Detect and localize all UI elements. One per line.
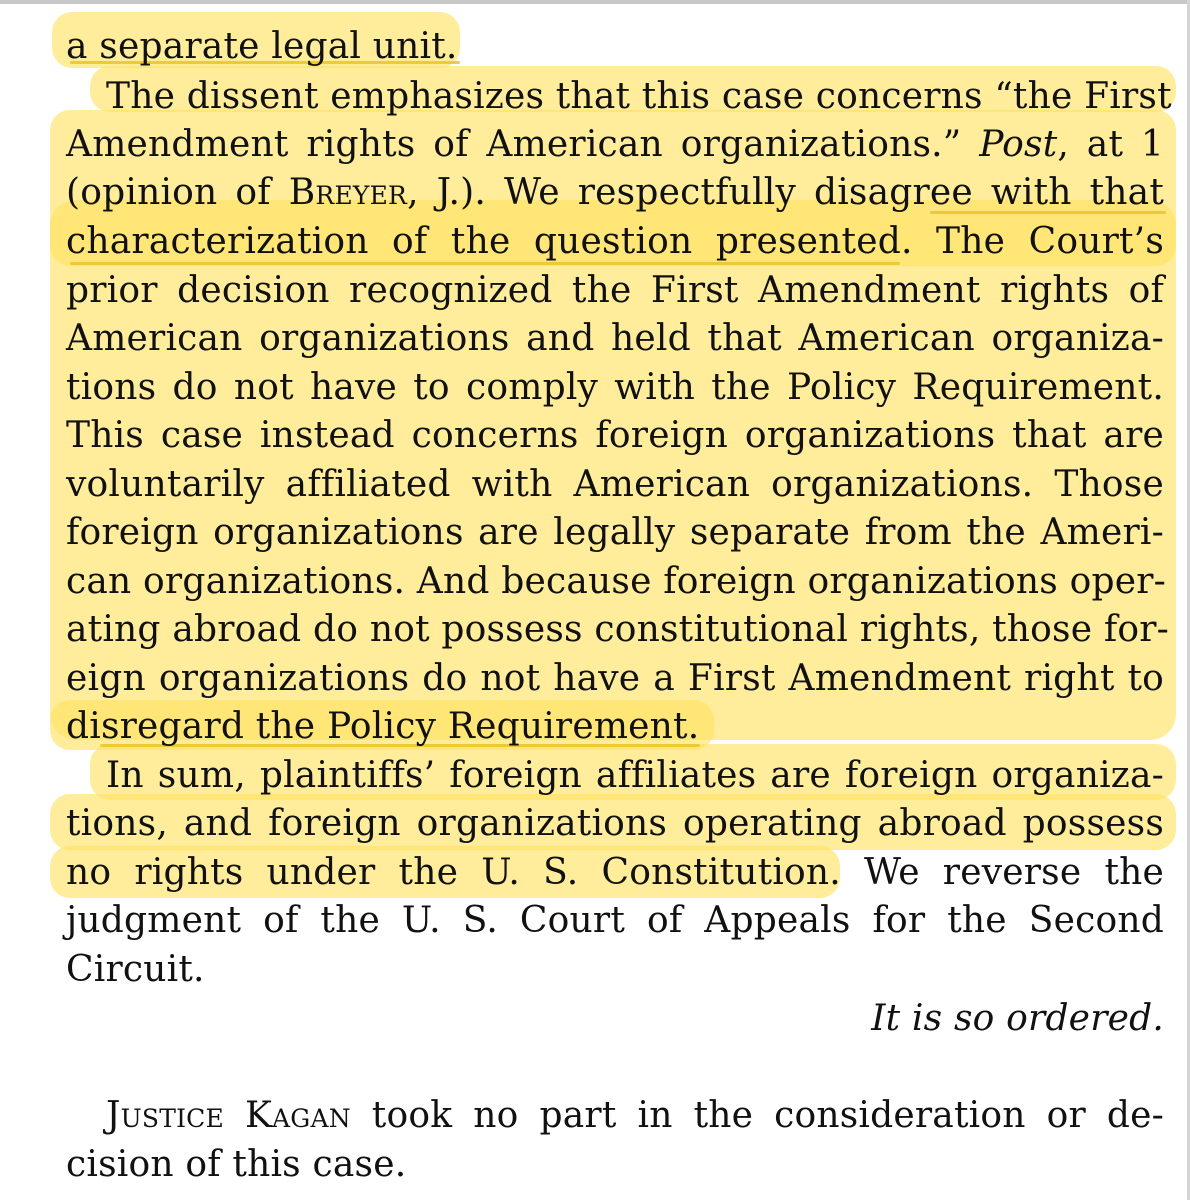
- justice-name-kagan: Justice Kagan: [106, 1095, 351, 1136]
- text-line-10: voluntarily affiliated with American organizations. Those: [66, 464, 1164, 505]
- text-line-8: tions do not have to comply with the Policy Requirement.: [66, 367, 1164, 408]
- text-line-17: tions, and foreign organizations operating abroad possess: [66, 803, 1164, 844]
- text-line-12: can organizations. And because foreign organizations oper-: [66, 561, 1167, 602]
- text-line-1: a separate legal unit.: [66, 26, 458, 67]
- text-line-7: American organizations and held that American organiza-: [66, 318, 1164, 359]
- text-line-14: eign organizations do not have a First Amendment right to: [66, 658, 1164, 699]
- text-line-3: Amendment rights of American organizations.” Post, at 1: [66, 124, 1164, 165]
- justice-name-breyer: Breyer: [288, 172, 408, 213]
- text-line-19: judgment of the U. S. Court of Appeals for the Second: [66, 900, 1164, 941]
- text-line-15: disregard the Policy Requirement.: [66, 706, 700, 747]
- text-line-6: prior decision recognized the First Amendment rights of: [66, 270, 1164, 311]
- text-line-13: ating abroad do not possess constitutional rights, those for-: [66, 609, 1170, 650]
- text-line-18: no rights under the U. S. Constitution. We reverse the: [66, 852, 1164, 893]
- text-line-9: This case instead concerns foreign organizations that are: [66, 415, 1164, 456]
- text-line-2: The dissent emphasizes that this case concerns “the First: [106, 76, 1172, 117]
- text-line-20: Circuit.: [66, 949, 205, 990]
- text-line-5: characterization of the question presented. The Court’s: [66, 221, 1164, 262]
- so-ordered-line: It is so ordered.: [871, 998, 1164, 1039]
- citation-post: Post: [979, 124, 1058, 165]
- text-line-kagan-1: Justice Kagan took no part in the consideration or de-: [106, 1095, 1165, 1136]
- text-line-11: foreign organizations are legally separate from the Ameri-: [66, 512, 1164, 553]
- text-line-16: In sum, plaintiffs’ foreign affiliates are foreign organiza-: [106, 755, 1164, 796]
- text-line-4: (opinion of Breyer, J.). We respectfully disagree with that: [66, 172, 1164, 213]
- text-line-kagan-2: cision of this case.: [66, 1144, 407, 1185]
